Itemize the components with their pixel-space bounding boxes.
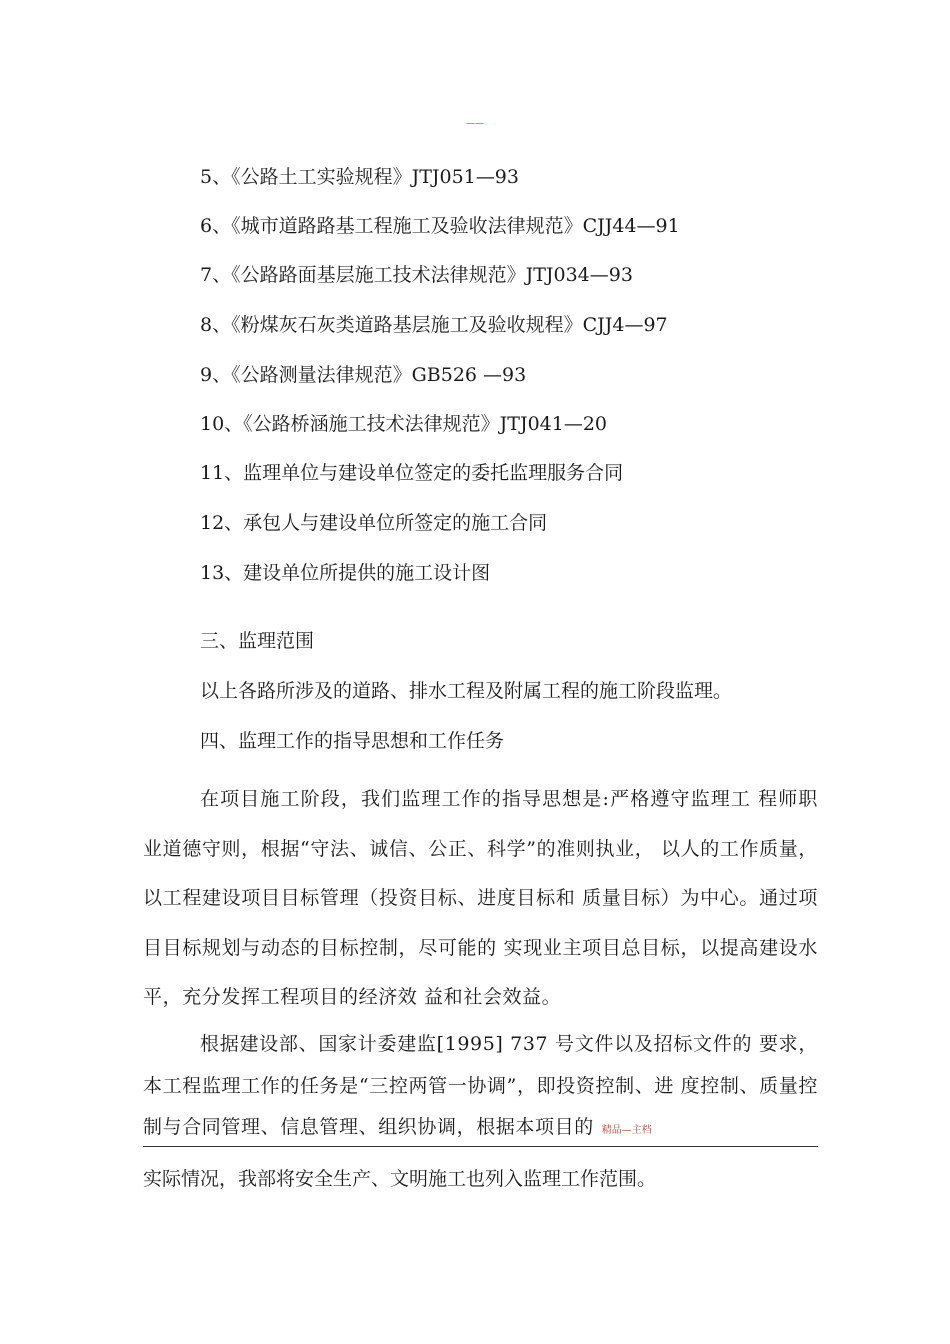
section4-heading: 四、监理工作的指导思想和工作任务	[200, 730, 505, 752]
reference-item: 12、承包人与建设单位所签定的施工合同	[200, 512, 548, 534]
reference-item: 8、《粉煤灰石灰类道路基层施工及验收规程》CJJ4—97	[200, 314, 668, 336]
footer-mark: 精品—主档	[601, 1125, 652, 1136]
reference-item: 10、《公路桥涵施工技术法律规范》JTJ041—20	[200, 413, 608, 435]
paragraph-text: 在项目施工阶段，我们监理工作的指导思想是:严格遵守监理工 程师职业道德守则，根据“守法、诚信、公正、科学”的准则执业， 以人的工作质量，以工程建设项目目标管理（投资目标、进度目标和 质量目标）为中心。通过项目目标规划与动态的目标控制，尽可能的 实现业主项目总目标，以提高建设水平，充分发挥工程项目的经济效 益和社会效益。	[143, 788, 818, 1008]
reference-item: 11、监理单位与建设单位签定的委托监理服务合同	[200, 462, 624, 484]
section3-heading: 三、监理范围	[200, 630, 315, 652]
section3-body: 以上各路所涉及的道路、排水工程及附属工程的施工阶段监理。	[200, 680, 733, 702]
section4-paragraph-1	[143, 775, 818, 1023]
footer-divider	[143, 1146, 818, 1147]
section4-paragraph-2	[143, 1024, 818, 1152]
reference-item: 5、《公路土工实验规程》JTJ051—93	[200, 166, 519, 188]
paragraph-text	[143, 1024, 818, 1152]
reference-item: 7、《公路路面基层施工技术法律规范》JTJ034—93	[200, 264, 633, 286]
reference-item: 9、《公路测量法律规范》GB526 —93	[200, 364, 527, 386]
paragraph-text-body: 根据建设部、国家计委建监[1995] 737 号文件以及招标文件的 要求，本工程监理工作的任务是“三控两管一协调”，即投资控制、进 度控制、质量控制与合同管理、信息管理、组织协调，根据本项目的	[143, 1033, 818, 1138]
section4-paragraph-2-continued: 实际情况，我部将安全生产、文明施工也列入监理工作范围。	[143, 1168, 657, 1190]
header-mark: ——	[466, 119, 484, 129]
reference-item: 13、建设单位所提供的施工设计图	[200, 562, 491, 584]
reference-item: 6、《城市道路路基工程施工及验收法律规范》CJJ44—91	[200, 215, 680, 237]
